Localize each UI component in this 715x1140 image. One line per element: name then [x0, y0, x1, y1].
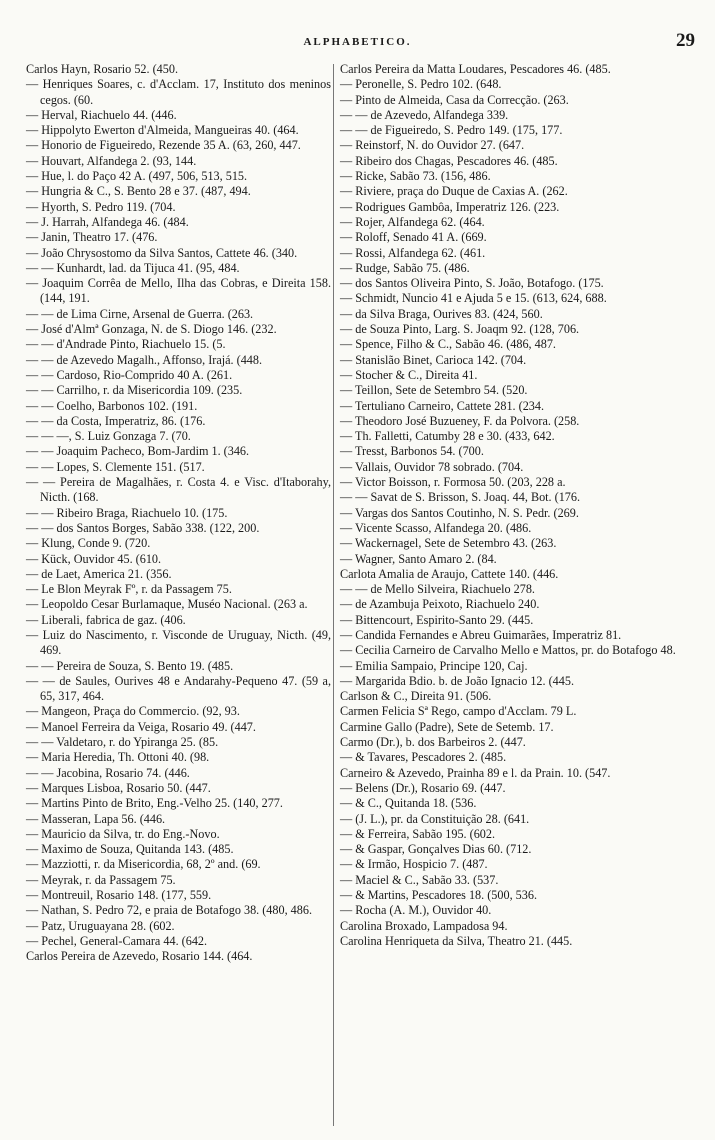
directory-entry: — Meyrak, r. da Passagem 75.: [26, 872, 176, 887]
directory-entry: — Wackernagel, Sete de Setembro 43. (263.: [340, 536, 557, 551]
directory-entry: — Stocher & C., Direita 41.: [340, 367, 478, 382]
column-divider: [333, 64, 334, 1126]
directory-entry: — — Jacobina, Rosario 74. (446.: [26, 765, 190, 780]
directory-entry: — Bittencourt, Espirito-Santo 29. (445.: [340, 612, 534, 627]
directory-entry: — Vicente Scasso, Alfandega 20. (486.: [340, 520, 532, 535]
directory-entry: — Hyorth, S. Pedro 119. (704.: [26, 199, 176, 214]
directory-entry: — J. Harrah, Alfandega 46. (484.: [26, 214, 189, 229]
directory-entry: — Maciel & C., Sabão 33. (537.: [340, 872, 499, 887]
directory-entry: — — Pereira de Magalhães, r. Costa 4. e Visc. d'Itaborahy, Nicth. (168.: [26, 475, 331, 505]
directory-entry: — Klung, Conde 9. (720.: [26, 536, 151, 551]
directory-entry: — Cecilia Carneiro de Carvalho Mello e Mattos, pr. do Botafogo 48.: [340, 643, 676, 658]
directory-entry: — Riviere, praça do Duque de Caxias A. (262.: [340, 184, 568, 199]
directory-entry: — Roloff, Senado 41 A. (669.: [340, 230, 487, 245]
directory-entry: — Ricke, Sabão 73. (156, 486.: [340, 169, 491, 184]
directory-entry: — Honorio de Figueiredo, Rezende 35 A. (63, 260, 447.: [26, 138, 301, 153]
left-column: [26, 62, 331, 965]
directory-entry: — Ribeiro dos Chagas, Pescadores 46. (485.: [340, 153, 558, 168]
directory-entry: — Rossi, Alfandega 62. (461.: [340, 245, 486, 260]
directory-entry: — — Joaquim Pacheco, Bom-Jardim 1. (346.: [26, 444, 250, 459]
directory-entry: — Houvart, Alfandega 2. (93, 144.: [26, 153, 197, 168]
directory-entry: — — de Figueiredo, S. Pedro 149. (175, 177.: [340, 123, 563, 138]
directory-entry: — Kück, Ouvidor 45. (610.: [26, 551, 162, 566]
directory-entry: — Masseran, Lapa 56. (446.: [26, 811, 166, 826]
directory-entry: — (J. L.), pr. da Constituição 28. (641.: [340, 811, 530, 826]
directory-entry: Carlos Hayn, Rosario 52. (450.: [26, 62, 178, 76]
directory-entry: Carlson & C., Direita 91. (506.: [340, 689, 492, 704]
directory-entry: — Rojer, Alfandega 62. (464.: [340, 214, 485, 229]
directory-entry: — Peronelle, S. Pedro 102. (648.: [340, 77, 502, 92]
directory-entry: — Maria Heredia, Th. Ottoni 40. (98.: [26, 750, 210, 765]
directory-entry: Carlos Pereira de Azevedo, Rosario 144. (464.: [26, 949, 253, 964]
directory-entry: — — Pereira de Souza, S. Bento 19. (485.: [26, 658, 234, 673]
directory-entry: — Rocha (A. M.), Ouvidor 40.: [340, 903, 492, 918]
directory-entry: — Joaquim Corrêa de Mello, Ilha das Cobras, e Direita 158. (144, 191.: [26, 276, 331, 306]
directory-entry: Carmen Felicia Sª Rego, campo d'Acclam. 79 L.: [340, 704, 577, 719]
directory-entry: — — d'Andrade Pinto, Riachuelo 15. (5.: [26, 337, 226, 352]
directory-entry: — & Ferreira, Sabão 195. (602.: [340, 826, 496, 841]
directory-entry: — — Valdetaro, r. do Ypiranga 25. (85.: [26, 735, 219, 750]
directory-entry: — Reinstorf, N. do Ouvidor 27. (647.: [340, 138, 525, 153]
directory-entry: — Candida Fernandes e Abreu Guimarães, Imperatriz 81.: [340, 627, 622, 642]
directory-entry: — & Tavares, Pescadores 2. (485.: [340, 750, 507, 765]
directory-entry: — Vallais, Ouvidor 78 sobrado. (704.: [340, 459, 524, 474]
directory-entry: — Rodrigues Gambôa, Imperatriz 126. (223.: [340, 199, 560, 214]
directory-entry: — de Souza Pinto, Larg. S. Joaqm 92. (128, 706.: [340, 322, 580, 337]
directory-entry: Carlota Amalia de Araujo, Cattete 140. (446.: [340, 566, 559, 581]
directory-entry: — Wagner, Santo Amaro 2. (84.: [340, 551, 497, 566]
directory-entry: — — de Saules, Ourives 48 e Andarahy-Pequeno 47. (59 a, 65, 317, 464.: [26, 673, 331, 704]
directory-entry: — & Martins, Pescadores 18. (500, 536.: [340, 888, 538, 903]
directory-entry: — dos Santos Oliveira Pinto, S. João, Botafogo. (175.: [340, 276, 604, 291]
directory-entry: — Maximo de Souza, Quitanda 143. (485.: [26, 842, 234, 857]
directory-entry: — Hue, l. do Paço 42 A. (497, 506, 513, 515.: [26, 169, 248, 184]
directory-entry: — Spence, Filho & C., Sabão 46. (486, 487.: [340, 337, 556, 352]
directory-entry: — Belens (Dr.), Rosario 69. (447.: [340, 780, 506, 795]
directory-entry: — Tertuliano Carneiro, Cattete 281. (234.: [340, 398, 545, 413]
directory-entry: — Teillon, Sete de Setembro 54. (520.: [340, 383, 528, 398]
directory-entry: — Hungria & C., S. Bento 28 e 37. (487, 494.: [26, 184, 251, 199]
directory-entry: — Marques Lisboa, Rosario 50. (447.: [26, 780, 211, 795]
directory-entry: — Schmidt, Nuncio 41 e Ajuda 5 e 15. (613, 624, 688.: [340, 291, 607, 306]
directory-entry: — & Gaspar, Gonçalves Dias 60. (712.: [340, 842, 532, 857]
directory-entry: — Henriques Soares, c. d'Acclam. 17, Instituto dos meninos cegos. (60.: [26, 77, 331, 107]
directory-entry: — Pechel, General-Camara 44. (642.: [26, 933, 208, 948]
directory-entry: — José d'Almª Gonzaga, N. de S. Diogo 146. (232.: [26, 322, 277, 337]
directory-entry: — Mangeon, Praça do Commercio. (92, 93.: [26, 704, 240, 719]
directory-entry: — Montreuil, Rosario 148. (177, 559.: [26, 888, 212, 903]
directory-entry: — Liberali, fabrica de gaz. (406.: [26, 612, 186, 627]
directory-entry: — — Cardoso, Rio-Comprido 40 A. (261.: [26, 367, 233, 382]
directory-entry: — — Carrilho, r. da Misericordia 109. (235.: [26, 383, 243, 398]
directory-entry: — Theodoro José Buzueney, F. da Polvora. (258.: [340, 413, 580, 428]
directory-entry: — Hippolyto Ewerton d'Almeida, Mangueiras 40. (464.: [26, 123, 299, 138]
directory-entry: — da Silva Braga, Ourives 83. (424, 560.: [340, 306, 543, 321]
directory-entry: — Rudge, Sabão 75. (486.: [340, 260, 470, 275]
directory-entry: — Patz, Uruguayana 28. (602.: [26, 918, 175, 933]
directory-entry: Carlos Pereira da Matta Loudares, Pescadores 46. (485.: [340, 62, 611, 76]
directory-entry: — de Azambuja Peixoto, Riachuelo 240.: [340, 597, 540, 612]
directory-entry: — & Irmão, Hospicio 7. (487.: [340, 857, 488, 872]
directory-entry: — Victor Boisson, r. Formosa 50. (203, 228 a.: [340, 475, 566, 490]
directory-entry: — Le Blon Meyrak Fº, r. da Passagem 75.: [26, 582, 232, 597]
directory-entry: — Nathan, S. Pedro 72, e praia de Botafogo 38. (480, 486.: [26, 903, 313, 918]
directory-entry: — — Savat de S. Brisson, S. Joaq. 44, Bot. (176.: [340, 490, 581, 505]
directory-entry: — — —, S. Luiz Gonzaga 7. (70.: [26, 429, 191, 444]
directory-entry: — Janin, Theatro 17. (476.: [26, 230, 158, 245]
right-column: [340, 62, 695, 949]
directory-entry: Carolina Henriqueta da Silva, Theatro 21. (445.: [340, 933, 573, 948]
directory-entry: Carmine Gallo (Padre), Sete de Setemb. 17.: [340, 719, 554, 734]
directory-entry: — — de Azevedo Magalh., Affonso, Irajá. (448.: [26, 352, 263, 367]
directory-entry: — Manoel Ferreira da Veiga, Rosario 49. (447.: [26, 719, 256, 734]
directory-entry: — — Kunhardt, lad. da Tijuca 41. (95, 484.: [26, 260, 240, 275]
directory-entry: — Luiz do Nascimento, r. Visconde de Uruguay, Nicth. (49, 469.: [26, 627, 331, 658]
directory-entry: Carmo (Dr.), b. dos Barbeiros 2. (447.: [340, 735, 526, 750]
directory-entry: — & C., Quitanda 18. (536.: [340, 796, 477, 811]
directory-entry: — Mazziotti, r. da Misericordia, 68, 2º and. (69.: [26, 857, 261, 872]
directory-entry: — — dos Santos Borges, Sabão 338. (122, 200.: [26, 520, 260, 535]
directory-entry: — — Lopes, S. Clemente 151. (517.: [26, 459, 205, 474]
directory-entry: — — de Mello Silveira, Riachuelo 278.: [340, 582, 535, 597]
directory-entry: — — Coelho, Barbonos 102. (191.: [26, 398, 198, 413]
directory-entry: Carneiro & Azevedo, Prainha 89 e l. da Prain. 10. (547.: [340, 765, 611, 780]
directory-entry: — de Laet, America 21. (356.: [26, 566, 172, 581]
page-number: 29: [676, 30, 695, 51]
directory-entry: — Leopoldo Cesar Burlamaque, Muséo Nacional. (263 a.: [26, 597, 308, 612]
directory-entry: — Emilia Sampaio, Principe 120, Caj.: [340, 658, 528, 673]
directory-entry: — Vargas dos Santos Coutinho, N. S. Pedr. (269.: [340, 505, 579, 520]
directory-entry: — Pinto de Almeida, Casa da Correcção. (263.: [340, 92, 569, 107]
directory-entry: — Margarida Bdio. b. de João Ignacio 12. (445.: [340, 673, 574, 688]
running-title: ALPHABETICO.: [303, 36, 412, 48]
directory-entry: — — de Lima Cirne, Arsenal de Guerra. (263.: [26, 306, 254, 321]
directory-entry: Carolina Broxado, Lampadosa 94.: [340, 918, 508, 933]
directory-entry: — Martins Pinto de Brito, Eng.-Velho 25. (140, 277.: [26, 796, 283, 811]
directory-entry: — Herval, Riachuelo 44. (446.: [26, 107, 177, 122]
page-header: [0, 30, 715, 56]
directory-entry: — — de Azevedo, Alfandega 339.: [340, 107, 509, 122]
directory-entry: — João Chrysostomo da Silva Santos, Cattete 46. (340.: [26, 245, 298, 260]
directory-entry: — Stanislão Binet, Carioca 142. (704.: [340, 352, 527, 367]
directory-entry: — — da Costa, Imperatriz, 86. (176.: [26, 413, 206, 428]
directory-entry: — Th. Falletti, Catumby 28 e 30. (433, 642.: [340, 429, 555, 444]
directory-entry: — Tresst, Barbonos 54. (700.: [340, 444, 484, 459]
directory-entry: — — Ribeiro Braga, Riachuelo 10. (175.: [26, 505, 228, 520]
directory-entry: — Mauricio da Silva, tr. do Eng.-Novo.: [26, 826, 220, 841]
